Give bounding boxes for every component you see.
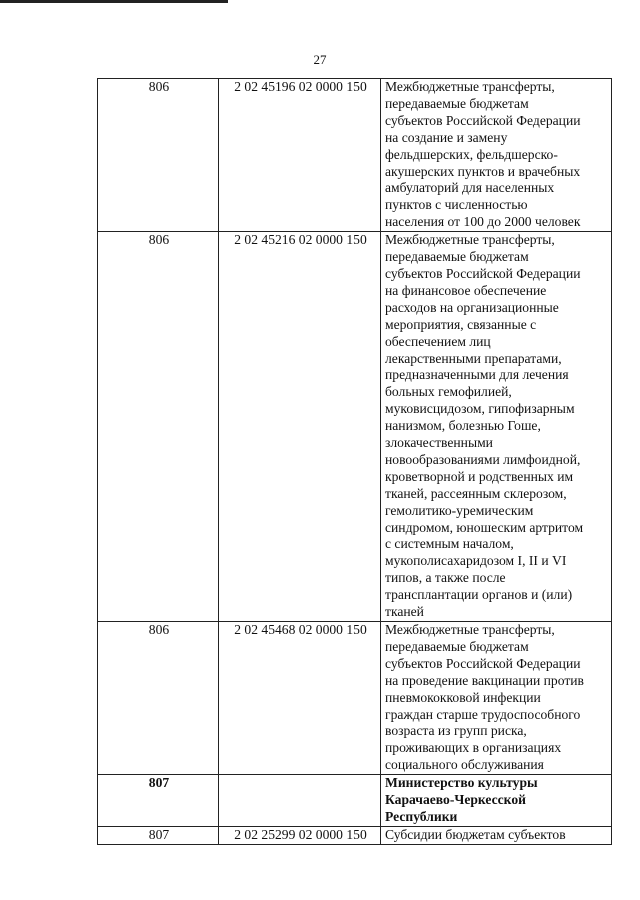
ministry-row bbox=[98, 775, 612, 827]
revenue-name-cell bbox=[381, 232, 612, 622]
revenue-name-line: Межбюджетные трансферты, bbox=[385, 622, 555, 637]
revenue-name-line: субъектов Российской Федерации bbox=[385, 112, 581, 128]
revenue-name-cell bbox=[381, 775, 612, 827]
revenue-name-line: предназначенными для лечения bbox=[385, 367, 569, 383]
table-row bbox=[98, 79, 612, 232]
admin-code-cell: 806 bbox=[98, 79, 219, 232]
revenue-name-line: муковисцидозом, гипофизарным bbox=[385, 401, 575, 417]
revenue-name-line: Министерство культуры bbox=[385, 775, 538, 791]
revenue-name-line: расходов на организационные bbox=[385, 299, 559, 315]
page-number: 27 bbox=[313, 52, 327, 67]
budget-code-cell bbox=[219, 775, 381, 827]
revenue-name-line: злокачественными bbox=[385, 435, 493, 451]
revenue-name-line: тканей, рассеянным склерозом, bbox=[385, 485, 567, 501]
revenue-name-line: проживающих в организациях bbox=[385, 740, 562, 756]
revenue-name-line: амбулаторий для населенных bbox=[385, 180, 555, 196]
revenue-name-line: пневмококковой инфекции bbox=[385, 689, 541, 705]
revenue-name-line: пунктов с численностью bbox=[385, 197, 528, 213]
revenue-name-line: лекарственными препаратами, bbox=[385, 350, 562, 366]
revenue-name-line: больных гемофилией, bbox=[385, 384, 512, 400]
revenue-name-line: синдромом, юношеским артритом bbox=[385, 519, 584, 535]
table-row bbox=[98, 826, 612, 844]
revenue-name-line: на финансовое обеспечение bbox=[385, 282, 547, 298]
revenue-name-cell bbox=[381, 826, 612, 844]
budget-code-cell: 2 02 25299 02 0000 150 bbox=[219, 826, 381, 844]
budget-code-cell: 2 02 45196 02 0000 150 bbox=[219, 79, 381, 232]
revenue-name-line: на создание и замену bbox=[385, 129, 508, 145]
revenue-name-line: субъектов Российской Федерации bbox=[385, 265, 581, 281]
revenue-name-line: Межбюджетные трансферты, bbox=[385, 232, 555, 248]
revenue-name-line: новообразованиями лимфоидной, bbox=[385, 451, 581, 467]
revenue-name-line: субъектов Российской Федерации bbox=[385, 655, 581, 671]
revenue-name-line: социального обслуживания bbox=[385, 757, 544, 773]
revenue-name-line: мукополисахаридозом I, II и VI bbox=[385, 553, 567, 569]
revenue-codes-table bbox=[97, 78, 612, 845]
top-rule-line bbox=[0, 0, 228, 3]
revenue-name-line: Республики bbox=[385, 808, 458, 824]
revenue-name-cell bbox=[381, 622, 612, 775]
table-row bbox=[98, 232, 612, 622]
revenue-name-line: фельдшерских, фельдшерско- bbox=[385, 146, 558, 162]
revenue-name-line: Субсидии бюджетам субъектов bbox=[385, 826, 566, 842]
revenue-name-line: с системным началом, bbox=[385, 536, 514, 552]
admin-code-cell: 807 bbox=[98, 826, 219, 844]
revenue-name-line: трансплантации органов и (или) bbox=[385, 587, 573, 603]
revenue-name-line: мероприятия, связанные с bbox=[385, 316, 537, 332]
revenue-name-cell bbox=[381, 79, 612, 232]
budget-code-cell: 2 02 45468 02 0000 150 bbox=[219, 622, 381, 775]
revenue-name-line: населения от 100 до 2000 человек bbox=[385, 214, 581, 230]
revenue-name-line: обеспечением лиц bbox=[385, 333, 491, 349]
admin-code-cell: 806 bbox=[98, 622, 219, 775]
revenue-name-line: тканей bbox=[385, 604, 424, 620]
revenue-name-line: граждан старше трудоспособного bbox=[385, 706, 581, 722]
revenue-name-line: гемолитико-уремическим bbox=[385, 502, 534, 518]
admin-code-cell: 806 bbox=[98, 232, 219, 622]
revenue-name-line: кроветворной и родственных им bbox=[385, 468, 574, 484]
table-row bbox=[98, 622, 612, 775]
revenue-name-line: Карачаево-Черкесской bbox=[385, 792, 526, 808]
revenue-name-line: передаваемые бюджетам bbox=[385, 95, 529, 111]
revenue-name-line: Межбюджетные трансферты, bbox=[385, 79, 555, 94]
revenue-name-line: типов, а также после bbox=[385, 570, 506, 586]
revenue-name-line: передаваемые бюджетам bbox=[385, 638, 529, 654]
admin-code-cell: 807 bbox=[98, 775, 219, 827]
revenue-name-line: передаваемые бюджетам bbox=[385, 249, 529, 265]
revenue-name-line: акушерских пунктов и врачебных bbox=[385, 163, 581, 179]
revenue-name-line: на проведение вакцинации против bbox=[385, 672, 584, 688]
revenue-name-line: нанизмом, болезнью Гоше, bbox=[385, 418, 541, 434]
revenue-name-line: возраста из групп риска, bbox=[385, 723, 527, 739]
budget-code-cell: 2 02 45216 02 0000 150 bbox=[219, 232, 381, 622]
table-body bbox=[98, 79, 612, 845]
